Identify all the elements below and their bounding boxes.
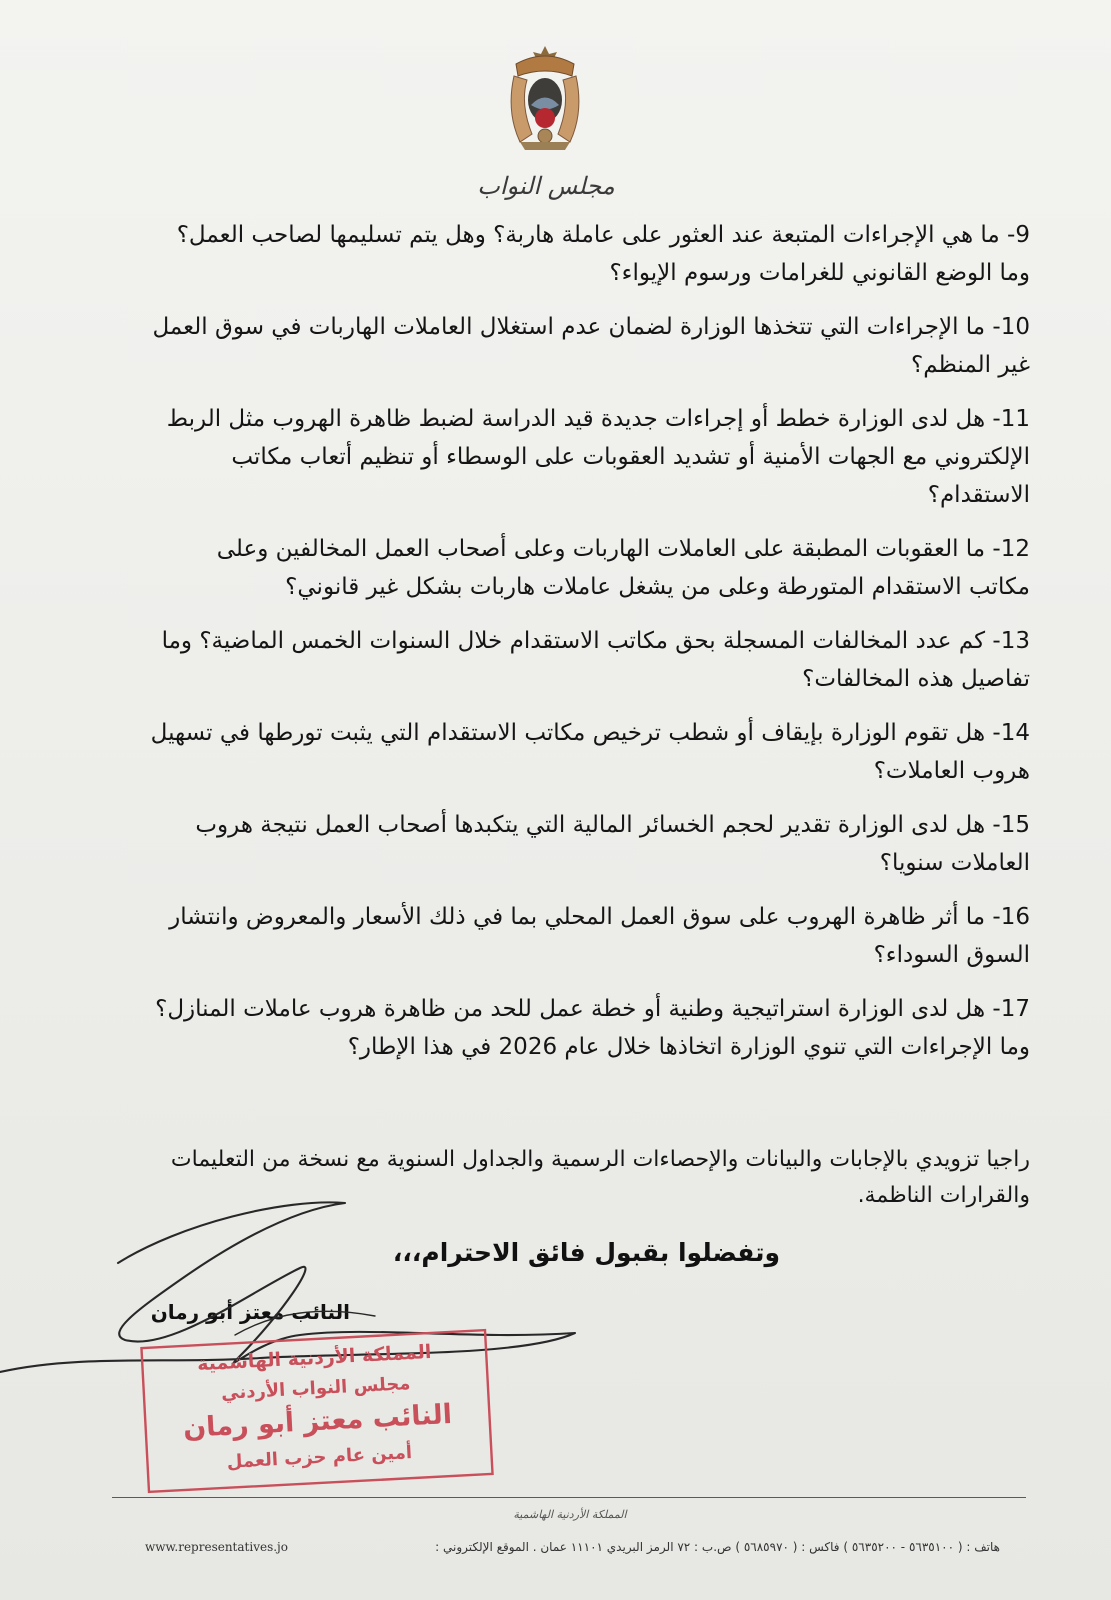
footer-contact-details: هاتف : ( ٥٦٣٥١٠٠ - ٥٦٣٥٢٠٠ ) فاكس : ( ٥٦٨٥٩٧٠ ) ص.ب : ٧٢ الرمز البريدي ١١١٠١ عمان . الموقع الإلكتروني : [435,1540,1000,1554]
question-13: 13- كم عدد المخالفات المسجلة بحق مكاتب الاستقدام خلال السنوات الخمس الماضية؟ وما تفاصيل هذه المخالفات؟ [161,628,1030,692]
stamp-line-kingdom: المملكة الأردنية الهاشمية [196,1340,432,1376]
questions-list [150,216,1030,1082]
question-12: 12- ما العقوبات المطبقة على العاملات الهاربات وعلى أصحاب العمل المخالفين وعلى مكاتب الاستقدام المتورطة وعلى من يشغل عاملات هاربات بشكل غير قانوني؟ [216,536,1030,600]
question-9: 9- ما هي الإجراءات المتبعة عند العثور على عاملة هاربة؟ وهل يتم تسليمها لصاحب العمل؟ وما الوضع القانوني للغرامات ورسوم الإيواء؟ [176,222,1030,286]
question-11: 11- هل لدى الوزارة خطط أو إجراءات جديدة قيد الدراسة لضبط ظاهرة الهروب مثل الربط الإلكتروني مع الجهات الأمنية أو تشديد العقوبات على الوسطاء أو تنظيم أتعاب مكاتب الاستقدام؟ [166,406,1030,508]
footer-divider [112,1497,1026,1498]
question-15: 15- هل لدى الوزارة تقدير لحجم الخسائر المالية التي يتكبدها أصحاب العمل نتيجة هروب العاملات سنويا؟ [195,812,1030,876]
stamp-line-party: أمين عام حزب العمل [226,1442,413,1473]
stamp-line-deputy: النائب معتز أبو رمان [182,1398,453,1445]
footer-logo-text: المملكة الأردنية الهاشمية [513,1508,627,1521]
parliament-header-title: مجلس النواب [477,172,615,200]
closing-request: راجيا تزويدي بالإجابات والبيانات والإحصاءات الرسمية والجداول السنوية مع نسخة من التعليمات والقرارات الناظمة. [170,1147,1030,1208]
closing-salute: وتفضلوا بقبول فائق الاحترام،،، [392,1238,780,1267]
question-17: 17- هل لدى الوزارة استراتيجية وطنية أو خطة عمل للحد من ظاهرة هروب عاملات المنازل؟ وما الإجراءات التي تنوي الوزارة اتخاذها خلال عام 2026 في هذا الإطار؟ [155,996,1030,1060]
stamp-line-parliament: مجلس النواب الأردني [220,1373,411,1404]
question-10: 10- ما الإجراءات التي تتخذها الوزارة لضمان عدم استغلال العاملات الهاربات في سوق العمل غير المنظم؟ [152,314,1030,378]
official-stamp [138,1327,495,1495]
question-16: 16- ما أثر ظاهرة الهروب على سوق العمل المحلي بما في ذلك الأسعار والمعروض وانتشار السوق السوداء؟ [169,904,1030,968]
footer-website-link[interactable]: www.representatives.jo [145,1540,288,1554]
deputy-name: النائب معتز أبو رمان [150,1300,350,1324]
royal-emblem-icon [500,42,590,154]
question-14: 14- هل تقوم الوزارة بإيقاف أو شطب ترخيص مكاتب الاستقدام التي يثبت تورطها في تسهيل هروب العاملات؟ [150,720,1030,784]
